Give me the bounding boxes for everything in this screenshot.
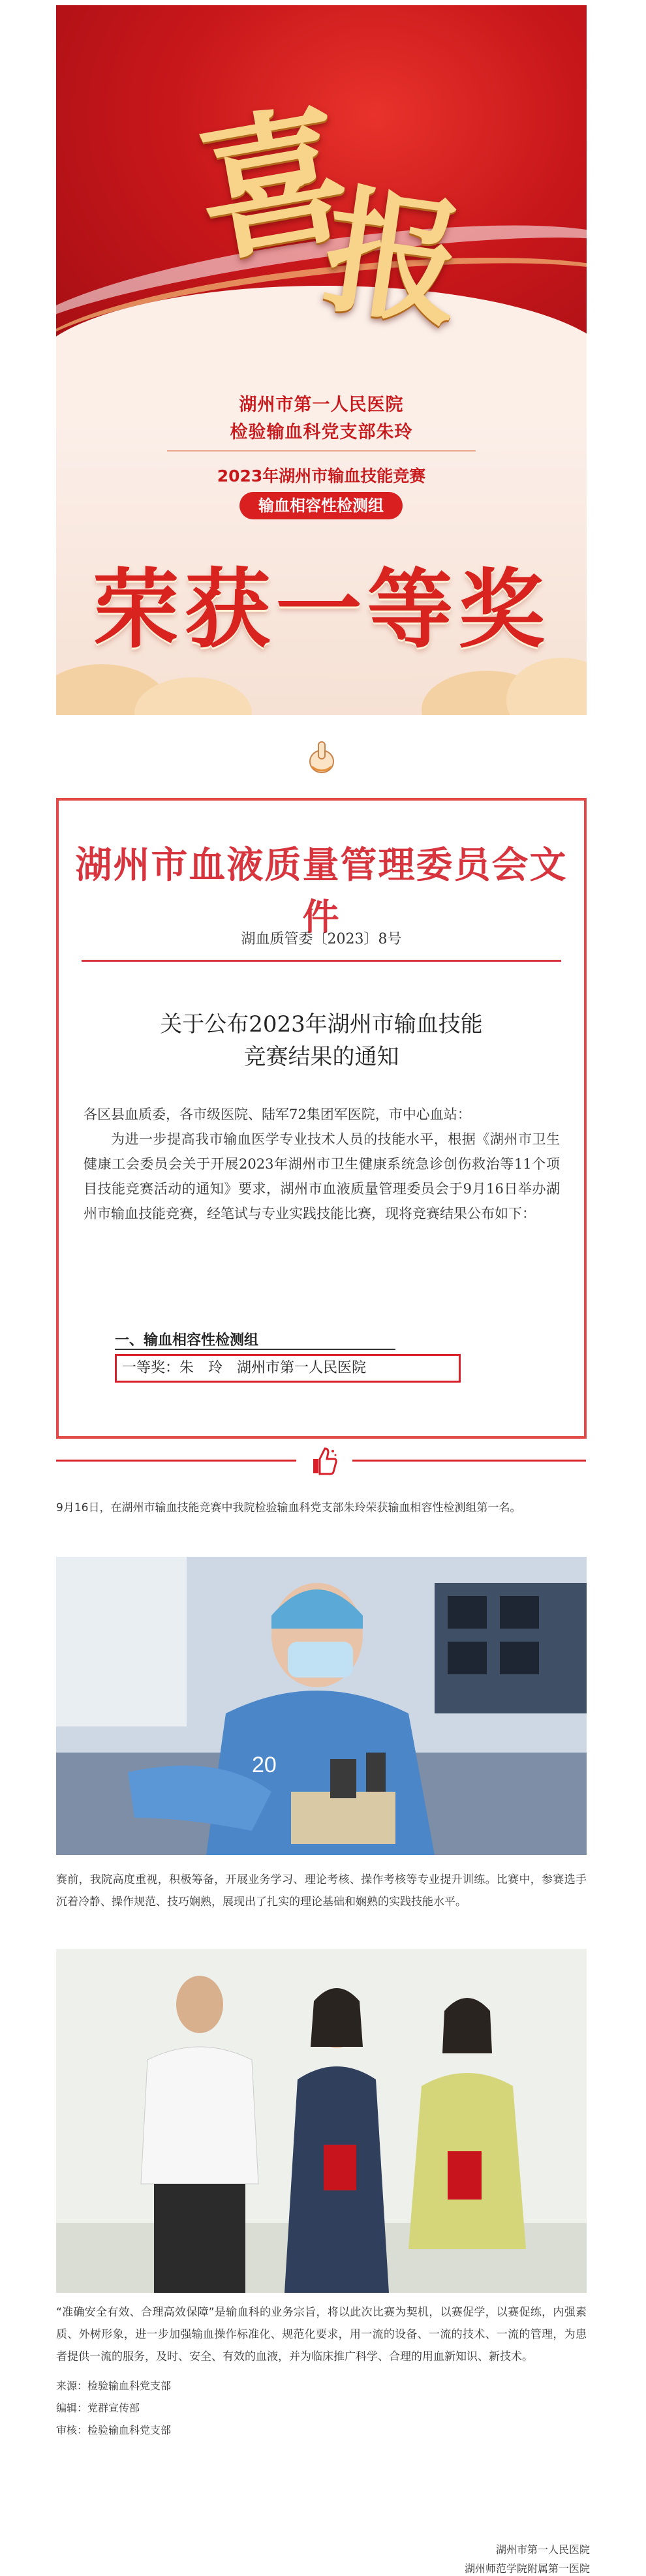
- notice-doc-number: 湖血质管委〔2023〕8号: [241, 931, 402, 947]
- reviewer-credit: 审核：检验输血科党支部: [56, 2424, 172, 2436]
- banner-competition: 2023年湖州市输血技能竞赛: [217, 467, 426, 485]
- cloud-decoration: [506, 658, 587, 715]
- award-group-photo: [56, 1949, 587, 2293]
- notice-paragraph: 为进一步提高我市输血医学专业技术人员的技能水平，根据《湖州市卫生健康工会委员会关于开展2023年湖州市卫生健康系统急诊创伤救治等11个项目技能竞赛活动的通知》要求，湖州市血液质量管理委员会于9月16日举办湖州市输血技能竞赛，经笔试与专业实践技能比赛，现将竞赛结果公布如下：: [84, 1131, 560, 1221]
- source-credit: 来源：检验输血科党支部: [56, 2380, 172, 2392]
- paragraph-text: 赛前，我院高度重视，积极筹备，开展业务学习、理论考核、操作考核等专业提升训练。比赛中，参赛选手沉着冷静、操作规范、技巧娴熟，展现出了扎实的理论基础和娴熟的实践技能水平。: [56, 1873, 587, 1909]
- article-paragraph-3: [56, 2301, 587, 2368]
- divider-left: [56, 1460, 296, 1462]
- official-notice: [56, 798, 587, 1439]
- headline-char-xi: 喜: [184, 84, 363, 284]
- notice-header: 湖州市血液质量管理委员会文件: [75, 844, 568, 939]
- editor-credit: 编辑：党群宣传部: [56, 2402, 140, 2414]
- paragraph-text: 9月16日，在湖州市输血技能竞赛中我院检验输血科党支部朱玲荣获输血相容性检测组第一名。: [56, 1501, 521, 1514]
- hospital-name: 湖州市第一人民医院: [495, 2543, 590, 2556]
- notice-award-highlight: 一等奖：朱 玲 湖州市第一人民医院: [115, 1354, 461, 1383]
- photo-number-badge: 20: [252, 1753, 277, 1777]
- headline-char-bao: 报: [315, 168, 473, 348]
- paragraph-text: “准确安全有效、合理高效保障”是输血科的业务宗旨，将以此次比赛为契机，以赛促学，以赛促练，内强素质、外树形象，进一步加强输血操作标准化、规范化要求，用一流的设备、一流的技术、一流的管理，为患者提供一流的服务，及时、安全、有效的血液，并为临床推广科学、合理的用血新知识、新技术。: [56, 2306, 587, 2363]
- banner-divider: [167, 450, 476, 452]
- notice-body: [84, 1102, 560, 1226]
- notice-title-line1: 关于公布2023年湖州市输血技能: [160, 1011, 483, 1037]
- notice-red-rule: [82, 960, 561, 962]
- divider-right: [352, 1460, 586, 1462]
- banner-award: 荣获一等奖: [93, 559, 550, 660]
- notice-recipients: 各区县血质委，各市级医院、陆军72集团军医院，市中心血站：: [84, 1107, 471, 1122]
- banner-group-badge: 输血相容性检测组: [239, 492, 403, 519]
- notice-title-line2: 竞赛结果的通知: [243, 1044, 399, 1070]
- good-news-banner: [56, 5, 587, 715]
- pointing-hand-icon: [305, 741, 338, 776]
- notice-section-heading: 一、输血相容性检测组: [115, 1332, 259, 1349]
- article-paragraph-2: [56, 1869, 587, 1913]
- lab-photo: [56, 1557, 587, 1855]
- article-paragraph-1: [56, 1497, 587, 1519]
- affiliated-hospital-name: 湖州师范学院附属第一医院: [464, 2562, 590, 2575]
- notice-section-underline: [115, 1349, 395, 1350]
- banner-person: 检验输血科党支部朱玲: [230, 422, 413, 442]
- banner-headline: [177, 51, 503, 348]
- thumbs-up-icon: [307, 1445, 339, 1477]
- banner-hospital: 湖州市第一人民医院: [239, 395, 404, 415]
